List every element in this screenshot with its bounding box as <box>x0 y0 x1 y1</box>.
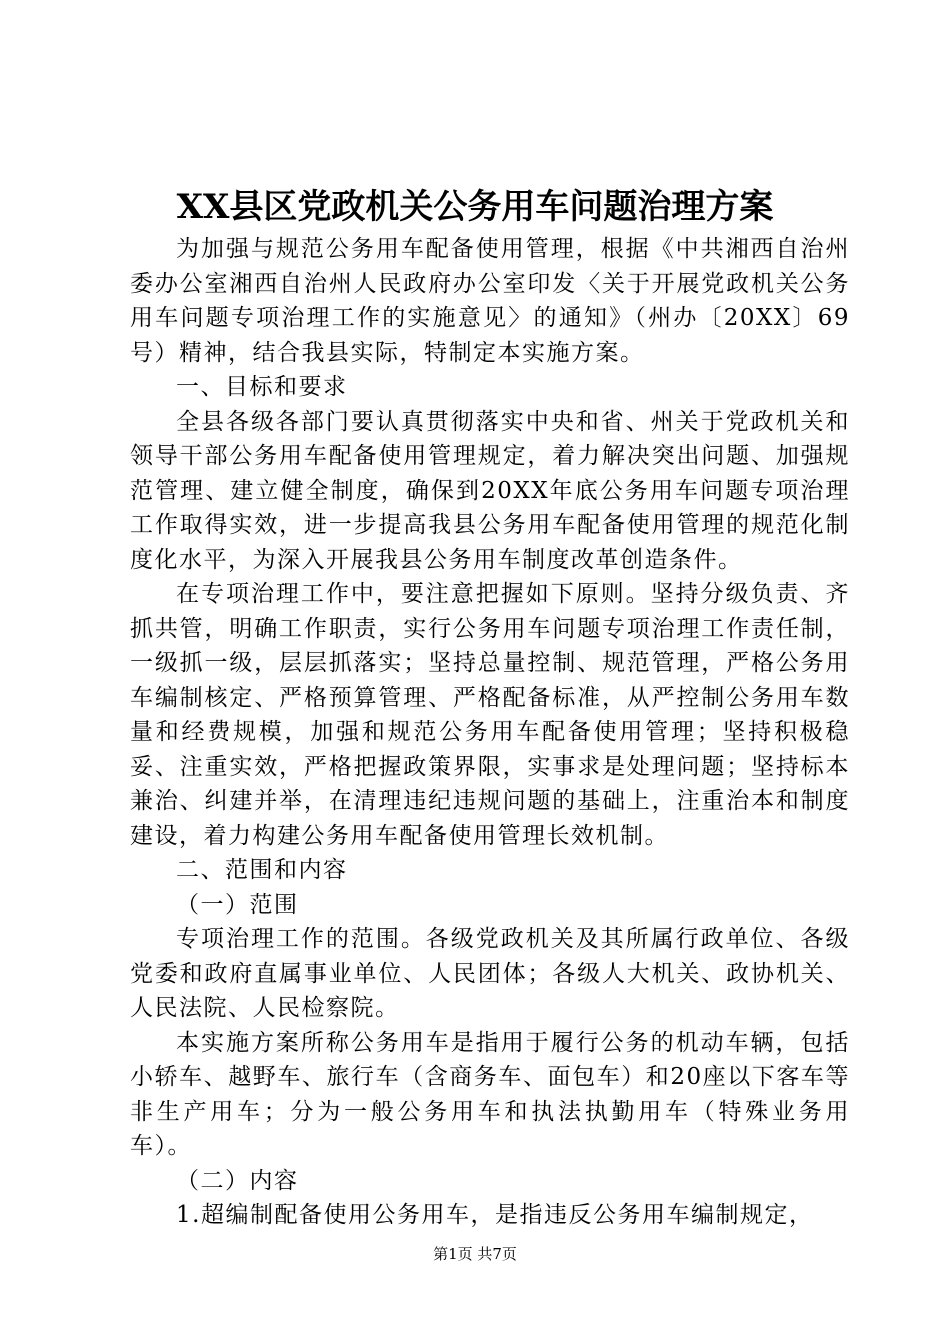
paragraph-scope: 专项治理工作的范围。各级党政机关及其所属行政单位、各级党委和政府直属事业单位、人民团体；各级人大机关、政协机关、人民法院、人民检察院。 <box>130 926 850 1021</box>
paragraph-intro: 为加强与规范公务用车配备使用管理，根据《中共湘西自治州委办公室湘西自治州人民政府办公室印发〈关于开展党政机关公务用车问题专项治理工作的实施意见〉的通知》（州办〔20XX〕69号）精神，结合我县实际，特制定本实施方案。 <box>130 236 850 366</box>
subheading-content: （二）内容 <box>176 1167 299 1194</box>
page-number-footer: 第1页 共7页 <box>433 1245 517 1263</box>
document-body <box>130 232 850 1233</box>
subheading-scope: （一）范围 <box>176 891 299 918</box>
document-title: XX县区党政机关公务用车问题治理方案 <box>176 187 774 227</box>
paragraph-item-1: 1.超编制配备使用公务用车，是指违反公务用车编制规定， <box>176 1202 814 1228</box>
section-heading-goals: 一、目标和要求 <box>176 374 348 400</box>
paragraph-vehicle-definition: 本实施方案所称公务用车是指用于履行公务的机动车辆，包括小轿车、越野车、旅行车（含商务车、面包车）和20座以下客车等非生产用车；分为一般公务用车和执法执勤用车（特殊业务用车）。 <box>130 1029 850 1159</box>
paragraph-principles: 在专项治理工作中，要注意把握如下原则。坚持分级负责、齐抓共管，明确工作职责，实行公务用车问题专项治理工作责任制，一级抓一级，层层抓落实；坚持总量控制、规范管理，严格公务用车编制核定、严格预算管理、严格配备标准，从严控制公务用车数量和经费规模，加强和规范公务用车配备使用管理；坚持积极稳妥、注重实效，严格把握政策界限，实事求是处理问题；坚持标本兼治、纠建并举，在清理违纪违规问题的基础上，注重治本和制度建设，着力构建公务用车配备使用管理长效机制。 <box>130 581 850 849</box>
section-heading-scope: 二、范围和内容 <box>176 857 348 883</box>
paragraph-goals: 全县各级各部门要认真贯彻落实中央和省、州关于党政机关和领导干部公务用车配备使用管理规定，着力解决突出问题、加强规范管理、建立健全制度，确保到20XX年底公务用车问题专项治理工作取得实效，进一步提高我县公务用车配备使用管理的规范化制度化水平，为深入开展我县公务用车制度改革创造条件。 <box>130 408 850 573</box>
